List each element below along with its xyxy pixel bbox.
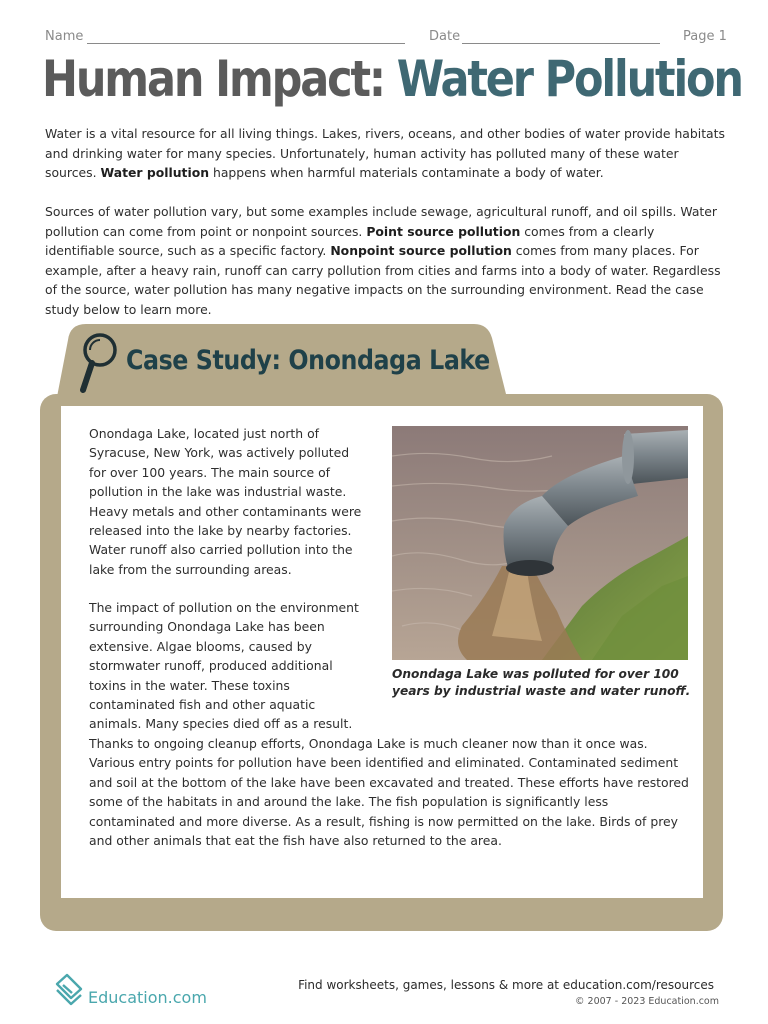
intro-p1-text-b: happens when harmful materials contaminate a body of water. — [209, 165, 604, 180]
case-paragraph-1: Onondaga Lake, located just north of Syracuse, New York, was actively polluted for over 100 years. The main source of pollution in the lake was industrial waste. Heavy metals and other contaminants were released into the lake by nearby factories. Water runoff also carried pollution into the lake from the surrounding areas. — [89, 426, 362, 577]
date-field[interactable] — [462, 43, 660, 44]
term-nonpoint-source: Nonpoint source pollution — [330, 243, 512, 258]
intro-paragraph-1 — [45, 124, 725, 183]
name-label: Name — [45, 29, 84, 44]
page-title — [42, 46, 742, 112]
term-point-source: Point source pollution — [366, 223, 521, 239]
page-number: Page 1 — [683, 29, 727, 44]
case-study-title: Case Study: Onondaga Lake — [126, 345, 490, 376]
intro-p2-text-a: Sources of water pollution vary, but some examples include sewage, agricultural runoff, and oil spills. Water pollution can come from point or nonpoint sources. — [45, 204, 718, 239]
term-water-pollution: Water pollution — [100, 165, 210, 180]
pollution-pipe-photo — [392, 426, 688, 660]
intro-paragraph-2 — [45, 202, 725, 319]
footer-tagline[interactable]: Find worksheets, games, lessons & more at education.com/resources — [298, 978, 714, 992]
intro-p2-text-c: comes from many places. For example, after a heavy rain, runoff can carry pollution from cities and farms into a body of water. Regardless of the source, water pollution has many negative impacts on the surrounding environment. Read the case study below to learn more. — [45, 243, 721, 317]
magnifier-icon — [78, 330, 120, 394]
title-part-2: Water Pollution — [396, 50, 742, 108]
footer-copyright: © 2007 - 2023 Education.com — [575, 996, 719, 1007]
date-label: Date — [429, 29, 461, 44]
education-logo-icon — [54, 972, 84, 1006]
photo-caption: Onondaga Lake was polluted for over 100 years by industrial waste and water runoff. — [392, 667, 691, 698]
intro-p1-text-a: Water is a vital resource for all living things. Lakes, rivers, oceans, and other bodies of water provide habitats and drinking water for many species. Unfortunately, human activity has polluted many of these water sources. — [45, 126, 725, 180]
name-field[interactable] — [87, 43, 405, 44]
intro-p2-text-b: comes from a clearly identifiable source, such as a specific factory. — [45, 223, 655, 258]
education-logo[interactable]: Education.com — [88, 988, 207, 1007]
case-paragraph-3: Thanks to ongoing cleanup efforts, Onondaga Lake is much cleaner now than it once was. Various entry points for pollution have been identified and eliminated. Contaminated sediment and soil at the bottom of the lake have been excavated and treated. These efforts have restored some of the habitats in and around the lake. The fish population is significantly less contaminated and more diverse. As a result, fishing is now permitted on the lake. Birds of prey and other animals that eat the fish have also returned to the area. — [89, 736, 689, 849]
title-part-1: Human Impact: — [42, 50, 384, 108]
case-paragraph-2: The impact of pollution on the environment surrounding Onondaga Lake has been extensive. Algae blooms, caused by stormwater runoff, produced additional toxins in the water. These toxins contaminated fish and other aquatic animals. Many species died off as a result. — [89, 600, 359, 732]
